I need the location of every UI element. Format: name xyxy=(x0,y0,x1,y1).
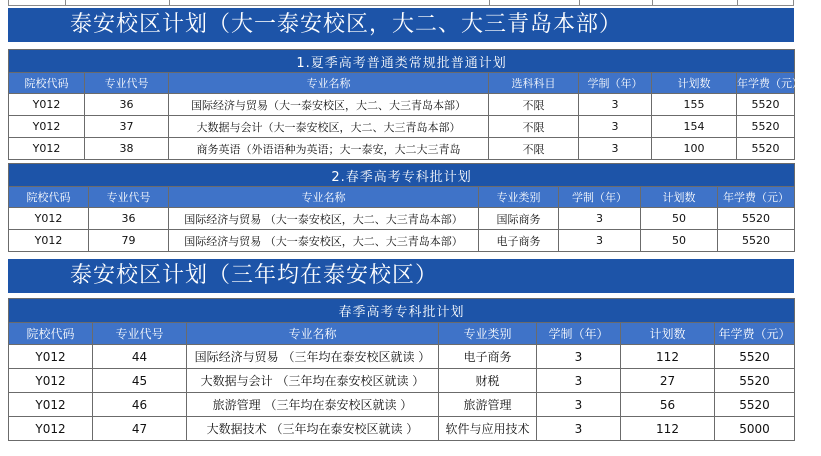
table-cell: 56 xyxy=(621,393,715,417)
col-header: 专业类别 xyxy=(479,187,559,208)
table-cell: 3 xyxy=(537,369,621,393)
banner-title: 泰安校区计划（三年均在泰安校区） xyxy=(70,263,439,288)
table-cell: 国际经济与贸易（大一泰安校区，大二、大三青岛本部） xyxy=(169,94,489,116)
col-header: 院校代码 xyxy=(9,73,85,94)
table-cell: 3 xyxy=(537,417,621,441)
table-cell: 电子商务 xyxy=(479,230,559,252)
table-spring-junior-taian xyxy=(8,298,795,441)
top-table-cells xyxy=(8,0,794,6)
table-cell: 37 xyxy=(85,116,169,138)
table-row xyxy=(9,230,795,252)
table-cell: 商务英语（外语语种为英语；大一泰安，大二大三青岛 xyxy=(169,138,489,160)
col-header: 年学费（元） xyxy=(737,73,795,94)
table-cell: 45 xyxy=(93,369,187,393)
table-cell: 5520 xyxy=(737,138,795,160)
table-cell: 3 xyxy=(579,116,652,138)
table-header-row xyxy=(9,187,795,208)
col-header: 计划数 xyxy=(652,73,737,94)
table-cell: Y012 xyxy=(9,345,93,369)
table-cell: 44 xyxy=(93,345,187,369)
table-cell: 大数据与会计（大一泰安校区，大二、大三青岛本部） xyxy=(169,116,489,138)
table-cell: 36 xyxy=(89,208,169,230)
col-header: 专业类别 xyxy=(439,323,537,345)
table-cell: 不限 xyxy=(489,138,579,160)
table-cell: 154 xyxy=(652,116,737,138)
table-cell: 国际经济与贸易 （三年均在泰安校区就读 ） xyxy=(187,345,439,369)
table-row xyxy=(9,138,795,160)
section-banner-taian-split xyxy=(8,8,794,42)
table-spring-junior xyxy=(8,163,795,252)
table-header-row xyxy=(9,73,795,94)
table-row xyxy=(9,393,795,417)
table-cell: 50 xyxy=(641,208,718,230)
table-cell: 财税 xyxy=(439,369,537,393)
table-cell: 5000 xyxy=(715,417,795,441)
col-header: 计划数 xyxy=(621,323,715,345)
col-header: 年学费（元） xyxy=(718,187,795,208)
table-cell: Y012 xyxy=(9,138,85,160)
table-row xyxy=(9,116,795,138)
col-header: 院校代码 xyxy=(9,323,93,345)
table-cell: Y012 xyxy=(9,94,85,116)
table-cell: 46 xyxy=(93,393,187,417)
table-cell: 50 xyxy=(641,230,718,252)
table-cell: 3 xyxy=(537,345,621,369)
table-cell: 大数据与会计 （三年均在泰安校区就读 ） xyxy=(187,369,439,393)
table-cell: 36 xyxy=(85,94,169,116)
table-section-title: 春季高考专科批计划 xyxy=(9,299,795,323)
table-cell: 100 xyxy=(652,138,737,160)
table-section-title: 1.夏季高考普通类常规批普通计划 xyxy=(9,50,795,73)
col-header: 学制（年） xyxy=(579,73,652,94)
col-header: 学制（年） xyxy=(559,187,641,208)
table-cell: 3 xyxy=(559,230,641,252)
table-cell: 5520 xyxy=(737,116,795,138)
col-header: 专业代号 xyxy=(89,187,169,208)
col-header: 计划数 xyxy=(641,187,718,208)
table-row xyxy=(9,345,795,369)
col-header: 院校代码 xyxy=(9,187,89,208)
col-header: 专业名称 xyxy=(169,187,479,208)
table-cell: 大数据技术 （三年均在泰安校区就读 ） xyxy=(187,417,439,441)
table-cell: 软件与应用技术 xyxy=(439,417,537,441)
table-cell: 79 xyxy=(89,230,169,252)
table-cell: 112 xyxy=(621,417,715,441)
table-cell: 5520 xyxy=(715,393,795,417)
table-cell: 155 xyxy=(652,94,737,116)
table-row xyxy=(9,369,795,393)
table-cell: Y012 xyxy=(9,369,93,393)
table-cell: 旅游管理 （三年均在泰安校区就读 ） xyxy=(187,393,439,417)
col-header: 专业代号 xyxy=(93,323,187,345)
table-cell: 5520 xyxy=(715,369,795,393)
table-cell: Y012 xyxy=(9,393,93,417)
col-header: 专业名称 xyxy=(169,73,489,94)
table-cell: 国际经济与贸易 （大一泰安校区，大二、大三青岛本部） xyxy=(169,208,479,230)
table-cell: 47 xyxy=(93,417,187,441)
table-cell: 5520 xyxy=(718,230,795,252)
table-row xyxy=(9,94,795,116)
table-cell: Y012 xyxy=(9,208,89,230)
table-header-row xyxy=(9,323,795,345)
table-cell: 国际经济与贸易 （大一泰安校区，大二、大三青岛本部） xyxy=(169,230,479,252)
table-cell: 38 xyxy=(85,138,169,160)
table-cell: 5520 xyxy=(715,345,795,369)
table-cell: 112 xyxy=(621,345,715,369)
col-header: 专业名称 xyxy=(187,323,439,345)
table-cell: Y012 xyxy=(9,116,85,138)
table-cell: 3 xyxy=(537,393,621,417)
table-section-title: 2.春季高考专科批计划 xyxy=(9,164,795,187)
table-summer-regular xyxy=(8,49,803,160)
col-header: 选科科目 xyxy=(489,73,579,94)
table-cell: 国际商务 xyxy=(479,208,559,230)
col-header: 年学费（元） xyxy=(715,323,795,345)
col-header: 专业代号 xyxy=(85,73,169,94)
col-header: 学制（年） xyxy=(537,323,621,345)
section-banner-taian-full xyxy=(8,259,794,293)
table-cell: 不限 xyxy=(489,116,579,138)
table-cell: 27 xyxy=(621,369,715,393)
table-cell: 电子商务 xyxy=(439,345,537,369)
table-cell: Y012 xyxy=(9,417,93,441)
table-cell: 旅游管理 xyxy=(439,393,537,417)
table-row xyxy=(9,208,795,230)
table-cell: 不限 xyxy=(489,94,579,116)
top-table-edge xyxy=(0,0,821,6)
table-cell: 3 xyxy=(579,94,652,116)
table-cell: 3 xyxy=(559,208,641,230)
banner-title: 泰安校区计划（大一泰安校区，大二、大三青岛本部） xyxy=(70,12,623,37)
table-row xyxy=(9,417,795,441)
table-cell: 5520 xyxy=(737,94,795,116)
table-cell: 5520 xyxy=(718,208,795,230)
table-cell: Y012 xyxy=(9,230,89,252)
table-cell: 3 xyxy=(579,138,652,160)
